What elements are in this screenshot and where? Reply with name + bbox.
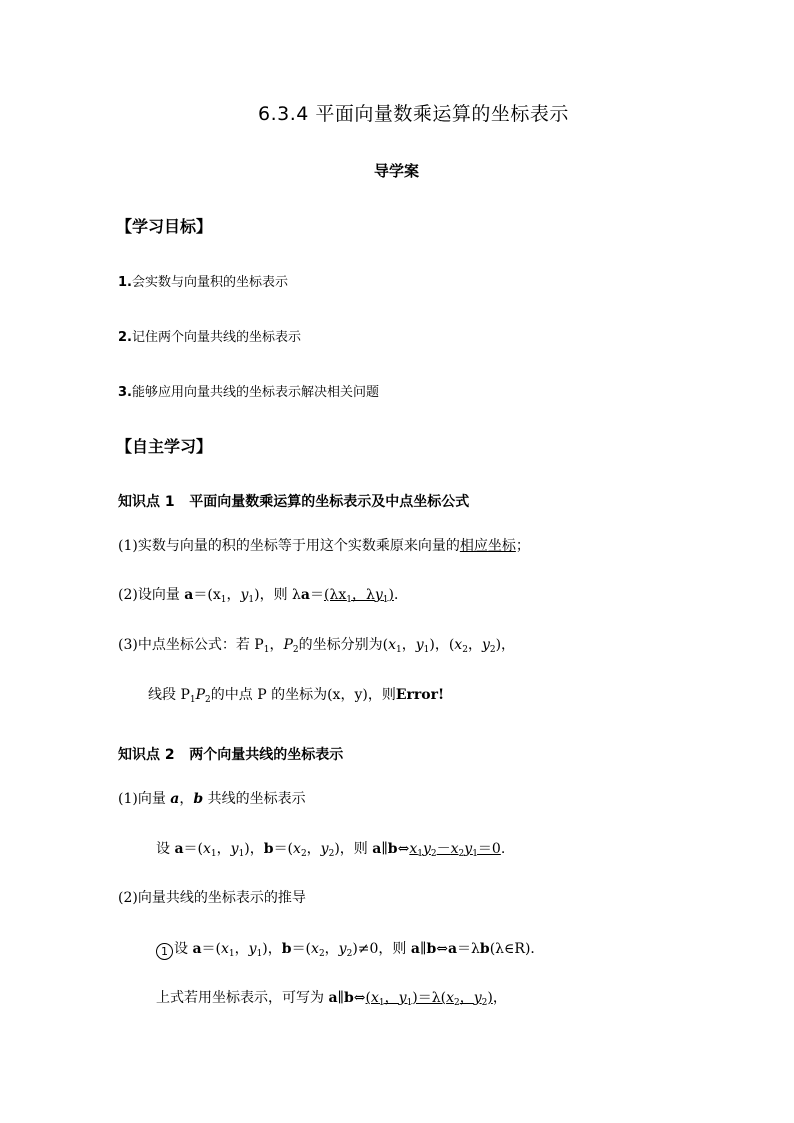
kp2-item-2: 设 $a=(x_1$，$y_1$)，$b=(x_2$，$y_2$)，则 $a\parallel b\Leftrightarrow x_1y_2-x_2y_1=0$. xyxy=(156,841,506,859)
kp2-item-4: 1 设 $a=(x_1$，$y_1$)，$b=(x_2$，$y_2)\ne 0$，则 a∥b⇔a＝λb(λ∈R)． xyxy=(156,940,544,960)
kp2-item1-text: (1)向量 xyxy=(118,791,166,807)
goal-text: 能够应用向量共线的坐标表示解决相关问题 xyxy=(131,385,379,400)
kp2-item5-text: 上式若用坐标表示，可写为 xyxy=(156,990,324,1006)
goal-text: 会实数与向量积的坐标表示 xyxy=(131,275,288,290)
kp2-item2-text: 设 xyxy=(156,841,170,857)
knowledge-point-1-heading xyxy=(118,493,469,511)
kp2-item-5: 上式若用坐标表示，可写为 $a\parallel b\Leftrightarrow(x_1$，$y_1)=\lambda(x_2$，$y_2$)， xyxy=(156,990,507,1008)
kp1-item-2: (2)设向量 $a=(x_1$，$y_1$)，则 $\lambda a=(\lambda x_1$，$\lambda y_1$)． xyxy=(118,587,408,605)
kp1-item-4: 线段 $P_1P_2$的中点 P 的坐标为(x，y)，则Error! xyxy=(148,687,445,705)
kp1-item2-text: (2)设向量 xyxy=(118,587,185,603)
goal-item xyxy=(118,384,379,402)
kp1-item2-mid: ，则 λ xyxy=(259,587,301,603)
kp1-item2-answer: ($\lambda x_1$，$\lambda y_1$) xyxy=(323,587,394,605)
kp1-item2-answer-text: (λx xyxy=(323,587,347,603)
kp2-item4-text: 设 xyxy=(174,941,188,957)
goal-number: 2. xyxy=(118,330,132,345)
kp1-label: 知识点 1 xyxy=(118,494,175,510)
kp1-item1-answer: 相应坐标 xyxy=(459,538,516,554)
kp2-item1-tail: 共线的坐标表示 xyxy=(207,791,306,807)
kp1-item3-text: (3)中点坐标公式：若 P xyxy=(118,637,264,653)
goal-text: 记住两个向量共线的坐标表示 xyxy=(131,330,301,345)
self-study-heading: 【自主学习】 xyxy=(116,437,213,456)
knowledge-point-2-heading xyxy=(118,746,343,764)
kp2-item-3: (2)向量共线的坐标表示的推导 xyxy=(118,890,306,906)
kp1-item1-text: (1)实数与向量的积的坐标等于用这个实数乘原来向量的 xyxy=(118,538,460,554)
kp1-title: 平面向量数乘运算的坐标表示及中点坐标公式 xyxy=(189,494,470,510)
goal-item xyxy=(118,329,301,347)
goal-number: 3. xyxy=(118,385,132,400)
kp1-item3-tail: 的坐标分别为 xyxy=(298,637,383,653)
goal-item xyxy=(118,274,288,292)
goals-heading: 【学习目标】 xyxy=(116,217,213,236)
page-title: 6.3.4 平面向量数乘运算的坐标表示 xyxy=(258,103,569,125)
kp1-item-3: (3)中点坐标公式：若 $P_1$，$P_2$的坐标分别为($x_1$，$y_1$)，($x_2$，$y_2$)， xyxy=(118,637,516,655)
circled-number: 1 xyxy=(156,943,173,960)
kp1-item4-text: 线段 P xyxy=(148,687,190,703)
goal-number: 1. xyxy=(118,275,132,290)
kp1-item1-suffix: ； xyxy=(515,538,530,554)
kp1-item4-tail: 的中点 P 的坐标为(x，y)，则 xyxy=(210,687,396,703)
kp2-label: 知识点 2 xyxy=(118,747,175,763)
kp2-title: 两个向量共线的坐标表示 xyxy=(189,747,344,763)
kp1-item-1 xyxy=(118,537,530,555)
page-subtitle: 导学案 xyxy=(374,162,420,180)
error-text: Error! xyxy=(395,687,445,703)
kp1-item2-eq: ＝(x xyxy=(193,587,221,603)
kp2-item-1: (1)向量 a，b 共线的坐标表示 xyxy=(118,791,306,807)
